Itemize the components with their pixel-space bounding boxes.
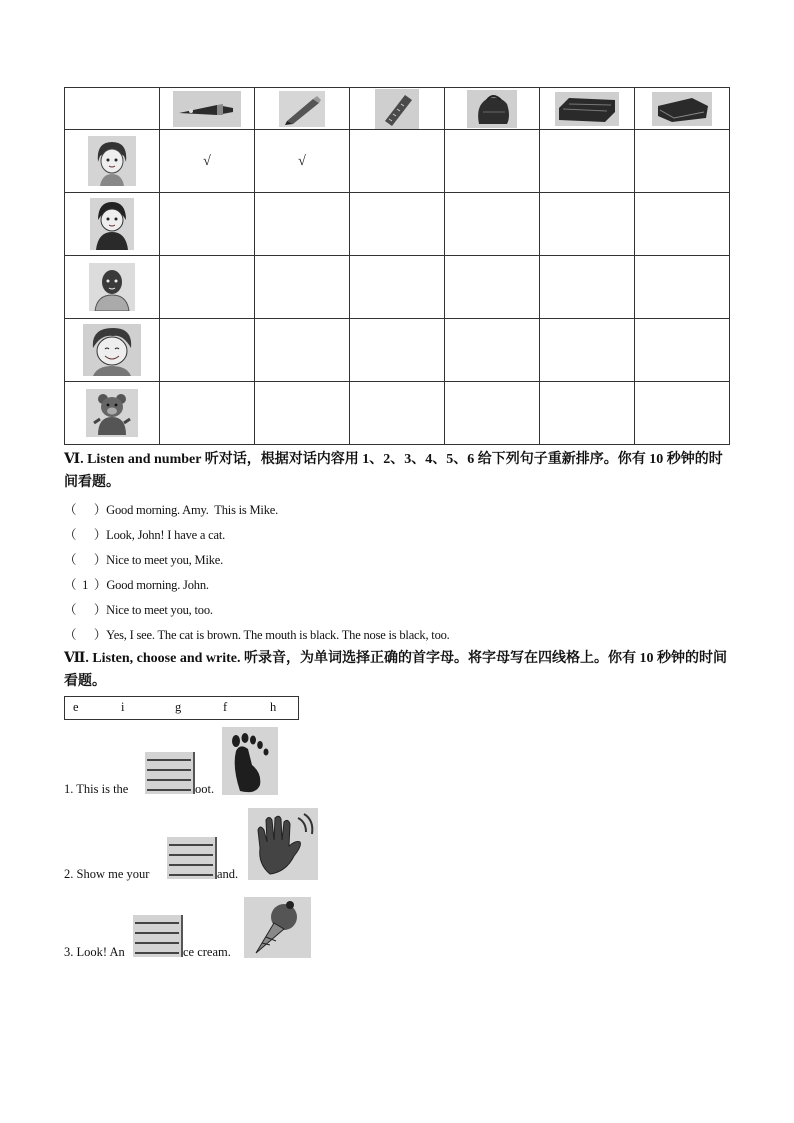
question-1-prefix: 1. This is the bbox=[64, 782, 132, 796]
grid-cell[interactable] bbox=[445, 256, 540, 319]
grid-cell[interactable] bbox=[635, 256, 730, 319]
letter-option: g bbox=[175, 700, 182, 714]
grid-corner-cell bbox=[65, 88, 160, 130]
question-3-suffix: ce cream. bbox=[183, 945, 231, 959]
grid-cell[interactable] bbox=[160, 193, 255, 256]
grid-cell[interactable]: √ bbox=[160, 130, 255, 193]
question-3-prefix: 3. Look! An bbox=[64, 945, 125, 959]
grid-cell[interactable] bbox=[445, 130, 540, 193]
grid-cell[interactable] bbox=[540, 256, 635, 319]
section-7-title: Ⅶ. Listen, choose and write. 听录音，为单词选择正确的首字母。将字母写在四线格上。你有 10 秒钟的时间看题。 bbox=[64, 651, 728, 689]
grid-header-item bbox=[445, 88, 540, 130]
school-bag-icon bbox=[467, 90, 517, 128]
grid-header-item bbox=[350, 88, 445, 130]
grid-header-row bbox=[65, 88, 730, 130]
grid-cell[interactable] bbox=[445, 382, 540, 445]
grid-cell[interactable] bbox=[540, 193, 635, 256]
grid-cell[interactable] bbox=[445, 193, 540, 256]
grid-cell[interactable] bbox=[255, 382, 350, 445]
grid-cell[interactable] bbox=[445, 319, 540, 382]
grid-cell[interactable] bbox=[160, 256, 255, 319]
grid-cell[interactable] bbox=[160, 319, 255, 382]
grid-row bbox=[65, 256, 730, 319]
grid-row-portrait bbox=[65, 319, 160, 382]
order-line[interactable]: （ ）Look, John! I have a cat. bbox=[64, 528, 226, 542]
marker-pen-icon bbox=[173, 91, 241, 127]
grid-cell[interactable] bbox=[255, 193, 350, 256]
waving-hand-icon bbox=[248, 808, 318, 885]
letter-option: f bbox=[223, 700, 228, 714]
four-line-grid[interactable] bbox=[167, 837, 217, 879]
grid-row-portrait bbox=[65, 382, 160, 445]
grid-cell[interactable] bbox=[635, 130, 730, 193]
letter-option: h bbox=[270, 700, 277, 714]
grid-row-portrait bbox=[65, 130, 160, 193]
boy-portrait-icon bbox=[90, 198, 134, 250]
grid-row-portrait bbox=[65, 256, 160, 319]
question-2-suffix: and. bbox=[217, 867, 239, 881]
grid-row bbox=[65, 319, 730, 382]
four-line-grid[interactable] bbox=[145, 752, 195, 794]
smiling-boy-portrait-icon bbox=[83, 324, 141, 376]
grid-header-item bbox=[540, 88, 635, 130]
ruler-icon bbox=[375, 89, 419, 129]
grid-cell[interactable] bbox=[350, 256, 445, 319]
grid-cell[interactable] bbox=[540, 382, 635, 445]
grid-cell[interactable] bbox=[350, 382, 445, 445]
order-line[interactable]: （ 1 ）Good morning. John. bbox=[64, 578, 209, 592]
grid-cell[interactable] bbox=[540, 319, 635, 382]
grid-cell[interactable] bbox=[635, 193, 730, 256]
grid-row bbox=[65, 382, 730, 445]
letter-option: e bbox=[73, 700, 79, 714]
grid-cell[interactable] bbox=[540, 130, 635, 193]
book-icon bbox=[652, 92, 712, 126]
question-1-suffix: oot. bbox=[195, 782, 215, 796]
question-2-prefix: 2. Show me your bbox=[64, 867, 153, 881]
bear-icon bbox=[86, 389, 138, 437]
grid-cell[interactable] bbox=[635, 319, 730, 382]
grid-cell[interactable] bbox=[160, 382, 255, 445]
grid-cell[interactable] bbox=[350, 130, 445, 193]
grid-header-item bbox=[255, 88, 350, 130]
letter-option: i bbox=[121, 700, 125, 714]
pencil-icon bbox=[279, 91, 325, 127]
order-line[interactable]: （ ）Yes, I see. The cat is brown. The mouth is black. The nose is black, too. bbox=[64, 628, 450, 642]
grid-cell[interactable]: √ bbox=[255, 130, 350, 193]
grid-header-item bbox=[160, 88, 255, 130]
grid-cell[interactable] bbox=[350, 193, 445, 256]
grid-row bbox=[65, 130, 730, 193]
foot-icon bbox=[222, 727, 278, 800]
order-line[interactable]: （ ）Good morning. Amy. This is Mike. bbox=[64, 503, 279, 517]
grid-cell[interactable] bbox=[635, 382, 730, 445]
dark-boy-portrait-icon bbox=[89, 263, 135, 311]
section-6-title: Ⅵ. Listen and number 听对话，根据对话内容用 1、2、3、4、5、6 给下列句子重新排序。你有 10 秒钟的时间看题。 bbox=[64, 452, 723, 490]
ice-cream-icon bbox=[244, 897, 311, 963]
checklist-grid bbox=[64, 87, 730, 445]
grid-cell[interactable] bbox=[350, 319, 445, 382]
pencil-box-icon bbox=[555, 92, 619, 126]
grid-row-portrait bbox=[65, 193, 160, 256]
order-line[interactable]: （ ）Nice to meet you, too. bbox=[64, 603, 213, 617]
girl-portrait-icon bbox=[88, 136, 136, 186]
letter-choice-box bbox=[64, 696, 299, 720]
grid-row bbox=[65, 193, 730, 256]
grid-header-item bbox=[635, 88, 730, 130]
order-line[interactable]: （ ）Nice to meet you, Mike. bbox=[64, 553, 224, 567]
four-line-grid[interactable] bbox=[133, 915, 183, 957]
grid-cell[interactable] bbox=[255, 319, 350, 382]
grid-cell[interactable] bbox=[255, 256, 350, 319]
